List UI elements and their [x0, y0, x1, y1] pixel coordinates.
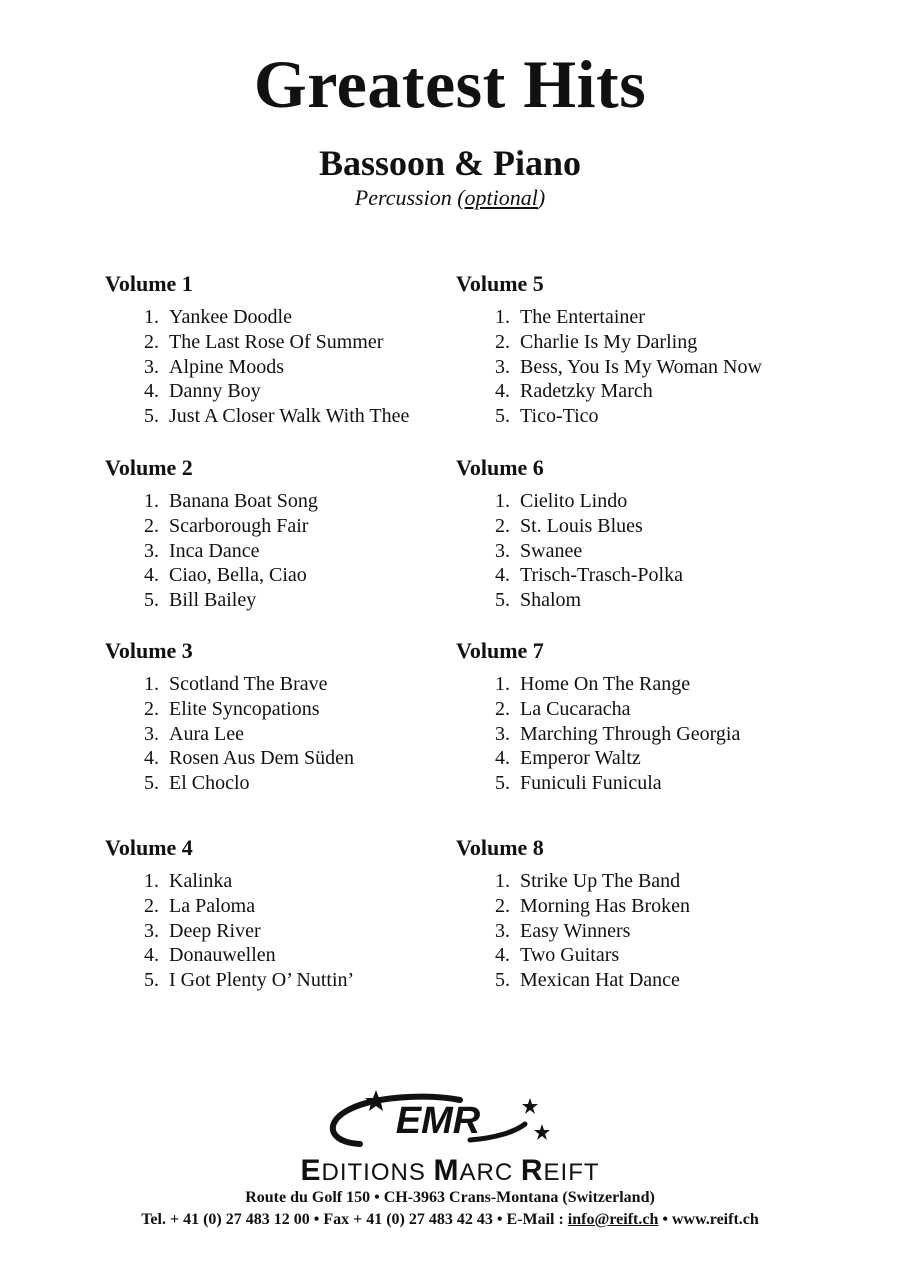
song-title: Danny Boy	[169, 380, 261, 403]
song-number: 1.	[495, 673, 510, 695]
song-title: Yankee Doodle	[169, 306, 292, 328]
song-number: 3.	[144, 355, 159, 378]
song-number: 2.	[144, 514, 159, 537]
song-item	[456, 746, 836, 771]
song-item	[456, 894, 836, 919]
song-title: Scarborough Fair	[169, 514, 309, 537]
song-number: 1.	[495, 306, 510, 328]
song-list	[105, 489, 485, 613]
publisher-contact	[0, 1210, 900, 1230]
publisher-name-part: M	[433, 1154, 460, 1187]
song-item	[456, 330, 836, 355]
song-item	[456, 968, 836, 993]
song-title: Radetzky March	[520, 380, 653, 403]
song-list	[105, 869, 485, 993]
song-item	[105, 697, 485, 722]
song-list	[456, 489, 836, 613]
song-item	[105, 746, 485, 771]
song-title: Donauwellen	[169, 944, 276, 967]
song-title: The Last Rose Of Summer	[169, 330, 384, 353]
publisher-name-part: E	[300, 1154, 322, 1187]
song-number: 4.	[495, 747, 510, 770]
song-item	[456, 514, 836, 539]
instrumentation-subtitle: Bassoon & Piano	[318, 143, 582, 183]
contact-phone-fax: Tel. + 41 (0) 27 483 12 00 • Fax + 41 (0) 27 483 42 43 • E-Mail :	[141, 1211, 568, 1228]
song-title: Deep River	[169, 919, 261, 942]
volume-4-section	[105, 835, 485, 993]
song-item	[456, 489, 836, 514]
song-number: 4.	[495, 380, 510, 403]
song-number: 4.	[144, 564, 159, 587]
song-title: Alpine Moods	[169, 355, 284, 378]
song-number: 4.	[144, 747, 159, 770]
song-title: Trisch-Trasch-Polka	[520, 564, 683, 587]
song-title: Scotland The Brave	[169, 673, 328, 695]
song-title: Home On The Range	[520, 673, 691, 695]
publisher-name	[0, 1156, 900, 1188]
song-title: Swanee	[520, 539, 583, 562]
publisher-name-part: DITIONS	[321, 1159, 434, 1186]
song-number: 3.	[495, 722, 510, 745]
song-number: 1.	[144, 490, 159, 512]
song-number: 3.	[495, 539, 510, 562]
song-item	[456, 722, 836, 747]
song-number: 3.	[144, 539, 159, 562]
song-number: 3.	[144, 722, 159, 745]
song-number: 2.	[144, 330, 159, 353]
song-number: 5.	[495, 589, 510, 612]
publisher-name-part: EIFT	[543, 1159, 600, 1186]
volume-heading: Volume 7	[456, 638, 544, 663]
song-item	[105, 943, 485, 968]
song-number: 2.	[495, 894, 510, 917]
song-item	[456, 379, 836, 404]
song-list	[456, 305, 836, 429]
volume-8-section	[456, 835, 836, 993]
volume-heading: Volume 1	[105, 271, 193, 296]
song-title: Ciao, Bella, Ciao	[169, 564, 307, 587]
song-item	[456, 943, 836, 968]
song-list	[105, 305, 485, 429]
song-title: Bess, You Is My Woman Now	[520, 355, 762, 378]
song-title: Kalinka	[169, 870, 233, 892]
song-title: El Choclo	[169, 772, 250, 795]
song-title: Banana Boat Song	[169, 490, 318, 512]
volume-heading: Volume 5	[456, 271, 544, 296]
song-item	[456, 305, 836, 330]
song-number: 3.	[144, 919, 159, 942]
volume-heading: Volume 8	[456, 835, 544, 860]
song-number: 4.	[495, 944, 510, 967]
song-title: Emperor Waltz	[520, 747, 641, 770]
song-item	[105, 894, 485, 919]
star-icon	[534, 1124, 550, 1140]
song-title: Inca Dance	[169, 539, 260, 562]
song-title: Elite Syncopations	[169, 697, 320, 720]
song-number: 3.	[495, 355, 510, 378]
song-title: Just A Closer Walk With Thee	[169, 405, 410, 428]
song-number: 5.	[144, 589, 159, 612]
volume-6-section	[456, 455, 836, 613]
song-title: Mexican Hat Dance	[520, 969, 680, 992]
email-link[interactable]: info@reift.ch	[567, 1211, 659, 1228]
song-number: 2.	[144, 894, 159, 917]
volume-7-section	[456, 638, 836, 796]
song-list	[456, 672, 836, 796]
song-title: Rosen Aus Dem Süden	[169, 747, 354, 770]
song-item	[456, 404, 836, 429]
percussion-suffix: )	[537, 185, 546, 210]
song-number: 5.	[144, 969, 159, 992]
song-title: Funiculi Funicula	[520, 772, 662, 795]
song-item	[105, 404, 485, 429]
song-item	[456, 355, 836, 380]
song-number: 4.	[495, 564, 510, 587]
song-title: I Got Plenty O’ Nuttin’	[169, 969, 355, 992]
publisher-address: Route du Golf 150 • CH-3963 Crans-Montana (Switzerland)	[245, 1189, 655, 1206]
optional-label: optional	[464, 185, 538, 210]
song-title: Bill Bailey	[169, 589, 257, 612]
song-title: The Entertainer	[520, 306, 645, 328]
song-title: Morning Has Broken	[520, 894, 690, 917]
song-number: 2.	[495, 697, 510, 720]
song-number: 4.	[144, 944, 159, 967]
song-item	[105, 672, 485, 697]
song-number: 1.	[495, 490, 510, 512]
volume-1-section	[105, 271, 485, 429]
song-title: Tico-Tico	[520, 405, 599, 428]
volume-3-section	[105, 638, 485, 796]
song-item	[105, 514, 485, 539]
song-number: 1.	[144, 306, 159, 328]
song-title: La Paloma	[169, 894, 256, 917]
song-item	[105, 563, 485, 588]
website-text: • www.reift.ch	[658, 1211, 759, 1228]
song-item	[105, 330, 485, 355]
song-item	[456, 672, 836, 697]
song-number: 5.	[495, 405, 510, 428]
publisher-name-part: ARC	[459, 1159, 521, 1186]
song-number: 5.	[495, 969, 510, 992]
song-item	[456, 919, 836, 944]
page-title: Greatest Hits	[253, 46, 647, 122]
volume-heading: Volume 4	[105, 835, 193, 860]
star-icon	[522, 1098, 538, 1114]
volume-heading: Volume 3	[105, 638, 193, 663]
song-number: 5.	[495, 772, 510, 795]
song-title: Charlie Is My Darling	[520, 330, 698, 353]
volume-heading: Volume 6	[456, 455, 544, 480]
song-number: 5.	[144, 772, 159, 795]
publisher-name-part: R	[520, 1154, 544, 1187]
song-title: La Cucaracha	[520, 697, 631, 720]
song-item	[105, 968, 485, 993]
volume-2-section	[105, 455, 485, 613]
song-item	[105, 722, 485, 747]
song-number: 3.	[495, 919, 510, 942]
song-number: 2.	[144, 697, 159, 720]
song-number: 5.	[144, 405, 159, 428]
song-item	[105, 539, 485, 564]
song-title: Aura Lee	[169, 722, 244, 745]
star-icon	[365, 1090, 387, 1111]
song-item	[105, 588, 485, 613]
song-list	[456, 869, 836, 993]
song-number: 2.	[495, 330, 510, 353]
volume-5-section	[456, 271, 836, 429]
song-item	[456, 539, 836, 564]
song-title: Two Guitars	[520, 944, 620, 967]
emr-logo	[320, 1088, 560, 1150]
song-item	[456, 588, 836, 613]
song-item	[456, 563, 836, 588]
song-title: Cielito Lindo	[520, 490, 628, 512]
song-item	[456, 869, 836, 894]
song-number: 1.	[144, 673, 159, 695]
song-number: 4.	[144, 380, 159, 403]
logo-text: EMR	[395, 1100, 481, 1142]
song-title: St. Louis Blues	[520, 514, 643, 537]
song-item	[105, 489, 485, 514]
song-list	[105, 672, 485, 796]
volume-heading: Volume 2	[105, 455, 193, 480]
song-item	[105, 355, 485, 380]
song-item	[105, 379, 485, 404]
song-title: Strike Up The Band	[520, 870, 681, 892]
song-item	[105, 919, 485, 944]
percussion-prefix: Percussion (	[354, 185, 465, 210]
song-title: Marching Through Georgia	[520, 722, 741, 745]
song-number: 1.	[495, 870, 510, 892]
song-item	[456, 697, 836, 722]
song-title: Easy Winners	[520, 919, 631, 942]
song-item	[105, 305, 485, 330]
song-item	[456, 771, 836, 796]
song-title: Shalom	[520, 589, 582, 612]
song-number: 1.	[144, 870, 159, 892]
song-item	[105, 869, 485, 894]
percussion-note	[0, 184, 900, 212]
song-item	[105, 771, 485, 796]
song-number: 2.	[495, 514, 510, 537]
